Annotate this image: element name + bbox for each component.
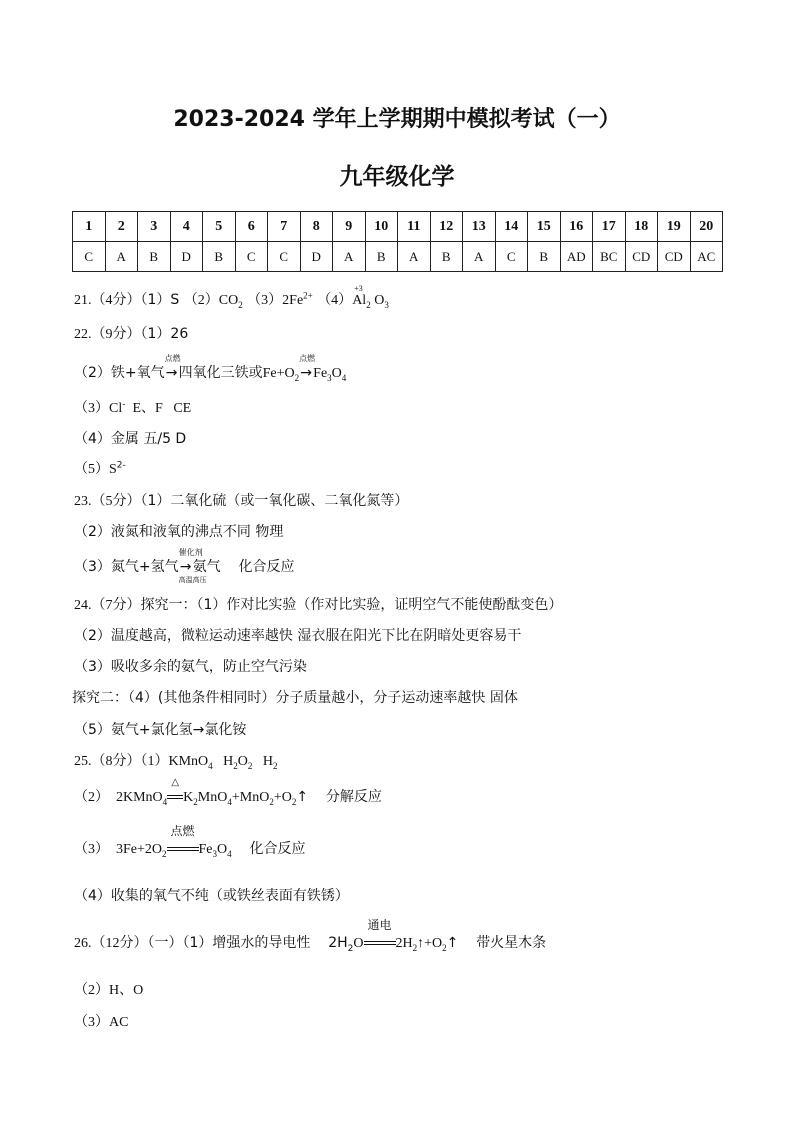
question-number-cell: 8 <box>300 212 333 242</box>
answer-table <box>72 211 723 272</box>
q22-line-2: （2）铁+氧气 点燃 →四氧化三铁或$Fe+O_2$ 点燃 $\to Fe_3O_4$ <box>74 354 347 383</box>
answer-cell: B <box>203 242 236 272</box>
q22-line-1: 22.（9分）（1）26 <box>74 326 189 342</box>
answer-cell: C <box>268 242 301 272</box>
q21-line <box>74 284 389 310</box>
question-number-cell: 10 <box>365 212 398 242</box>
question-number-cell: 11 <box>398 212 431 242</box>
q26-line-1: 26.（12分）（一）（1）增强水的导电性 $2H_2O$ 通电 $2H_2↑+O_2↑$ 带火星木条 <box>74 918 547 954</box>
question-number-cell: 16 <box>560 212 593 242</box>
question-number-cell: 7 <box>268 212 301 242</box>
q24-line-3: （3）吸收多余的氨气，防止空气污染 <box>74 659 307 675</box>
answer-cell: A <box>333 242 366 272</box>
answer-cell: D <box>300 242 333 272</box>
question-number-cell: 5 <box>203 212 236 242</box>
q23-line-1: 23.（5分）（1）二氧化硫（或一氧化碳、二氧化氮等） <box>74 493 409 509</box>
answer-cell: C <box>495 242 528 272</box>
answer-cell: B <box>430 242 463 272</box>
answer-table-number-row <box>73 212 723 242</box>
question-number-cell: 17 <box>593 212 626 242</box>
q22-line-3: （3）Cl- E、F CE <box>74 399 192 416</box>
page-subtitle: 九年级化学 <box>339 164 455 190</box>
answer-cell: AC <box>690 242 723 272</box>
question-number-cell: 14 <box>495 212 528 242</box>
q25-line-2: （2） 2KMnO$_4$ △ $K_2MnO_4+MnO_2+O_2↑$ 分解反应 <box>74 777 382 807</box>
answer-cell: B <box>528 242 561 272</box>
answer-cell: AD <box>560 242 593 272</box>
q24-line-1: 24.（7分）探究一：（1）作对比实验（作对比实验，证明空气不能使酚酞变色） <box>74 597 563 613</box>
answer-cell: B <box>138 242 171 272</box>
answer-cell: CD <box>658 242 691 272</box>
question-number-cell: 4 <box>170 212 203 242</box>
question-number-cell: 19 <box>658 212 691 242</box>
question-number-cell: 15 <box>528 212 561 242</box>
q25-line-3: （3） $3Fe+2O_2$ 点燃 $Fe_3O_4$ 化合反应 <box>74 824 306 859</box>
q25-line-4: （4）收集的氧气不纯（或铁丝表面有铁锈） <box>74 888 349 904</box>
answer-cell: D <box>170 242 203 272</box>
question-number-cell: 20 <box>690 212 723 242</box>
q24-line-5: （5）氨气+氯化氢→氯化铵 <box>74 722 247 738</box>
question-number-cell: 18 <box>625 212 658 242</box>
q25-line-1: 25.（8分）（1）KMnO$_4$ $H_2O_2$ $H_2$ <box>74 754 278 771</box>
answer-cell: BC <box>593 242 626 272</box>
q21-part1: （1）S <box>140 292 180 308</box>
q21-head: 21.（4分） <box>74 293 141 308</box>
q23-line-2: （2）液氮和液氧的沸点不同 物理 <box>74 524 284 540</box>
question-number-cell: 12 <box>430 212 463 242</box>
q23-line-3: （3）氮气+氢气 催化剂 → 高温高压 氨气 化合反应 <box>74 548 295 584</box>
answer-cell: CD <box>625 242 658 272</box>
answer-cell: C <box>73 242 106 272</box>
question-number-cell: 13 <box>463 212 496 242</box>
question-number-cell: 3 <box>138 212 171 242</box>
answer-cell: B <box>365 242 398 272</box>
answer-cell: C <box>235 242 268 272</box>
q22-line-4: （4）金属 五/5 D <box>74 431 187 447</box>
question-number-cell: 9 <box>333 212 366 242</box>
question-number-cell: 1 <box>73 212 106 242</box>
q24-line-4: 探究二：（4）(其他条件相同时）分子质量越小，分子运动速率越快 固体 <box>72 690 518 706</box>
q21-part3: $(3)2Fe^{2+}$ <box>247 290 313 308</box>
answer-cell: A <box>105 242 138 272</box>
answer-cell: A <box>463 242 496 272</box>
answer-table-answer-row <box>73 242 723 272</box>
q21-part2: $(2)CO_2$ <box>183 293 243 310</box>
q22-line-5: $(5)S^{2-}$ <box>74 460 126 477</box>
q21-valence: +3 <box>354 284 363 293</box>
q26-line-2: （2）H、O <box>74 983 144 998</box>
question-number-cell: 6 <box>235 212 268 242</box>
page-title: 2023-2024 学年上学期期中模拟考试（一） <box>173 107 621 132</box>
q26-line-3: （3）AC <box>74 1015 129 1030</box>
answer-cell: A <box>398 242 431 272</box>
question-number-cell: 2 <box>105 212 138 242</box>
q24-line-2: （2）温度越高，微粒运动速率越快 湿衣服在阳光下比在阴暗处更容易干 <box>74 628 522 644</box>
q21-part4: （4） +3 $Al_2$ $O_3$ <box>317 284 389 310</box>
